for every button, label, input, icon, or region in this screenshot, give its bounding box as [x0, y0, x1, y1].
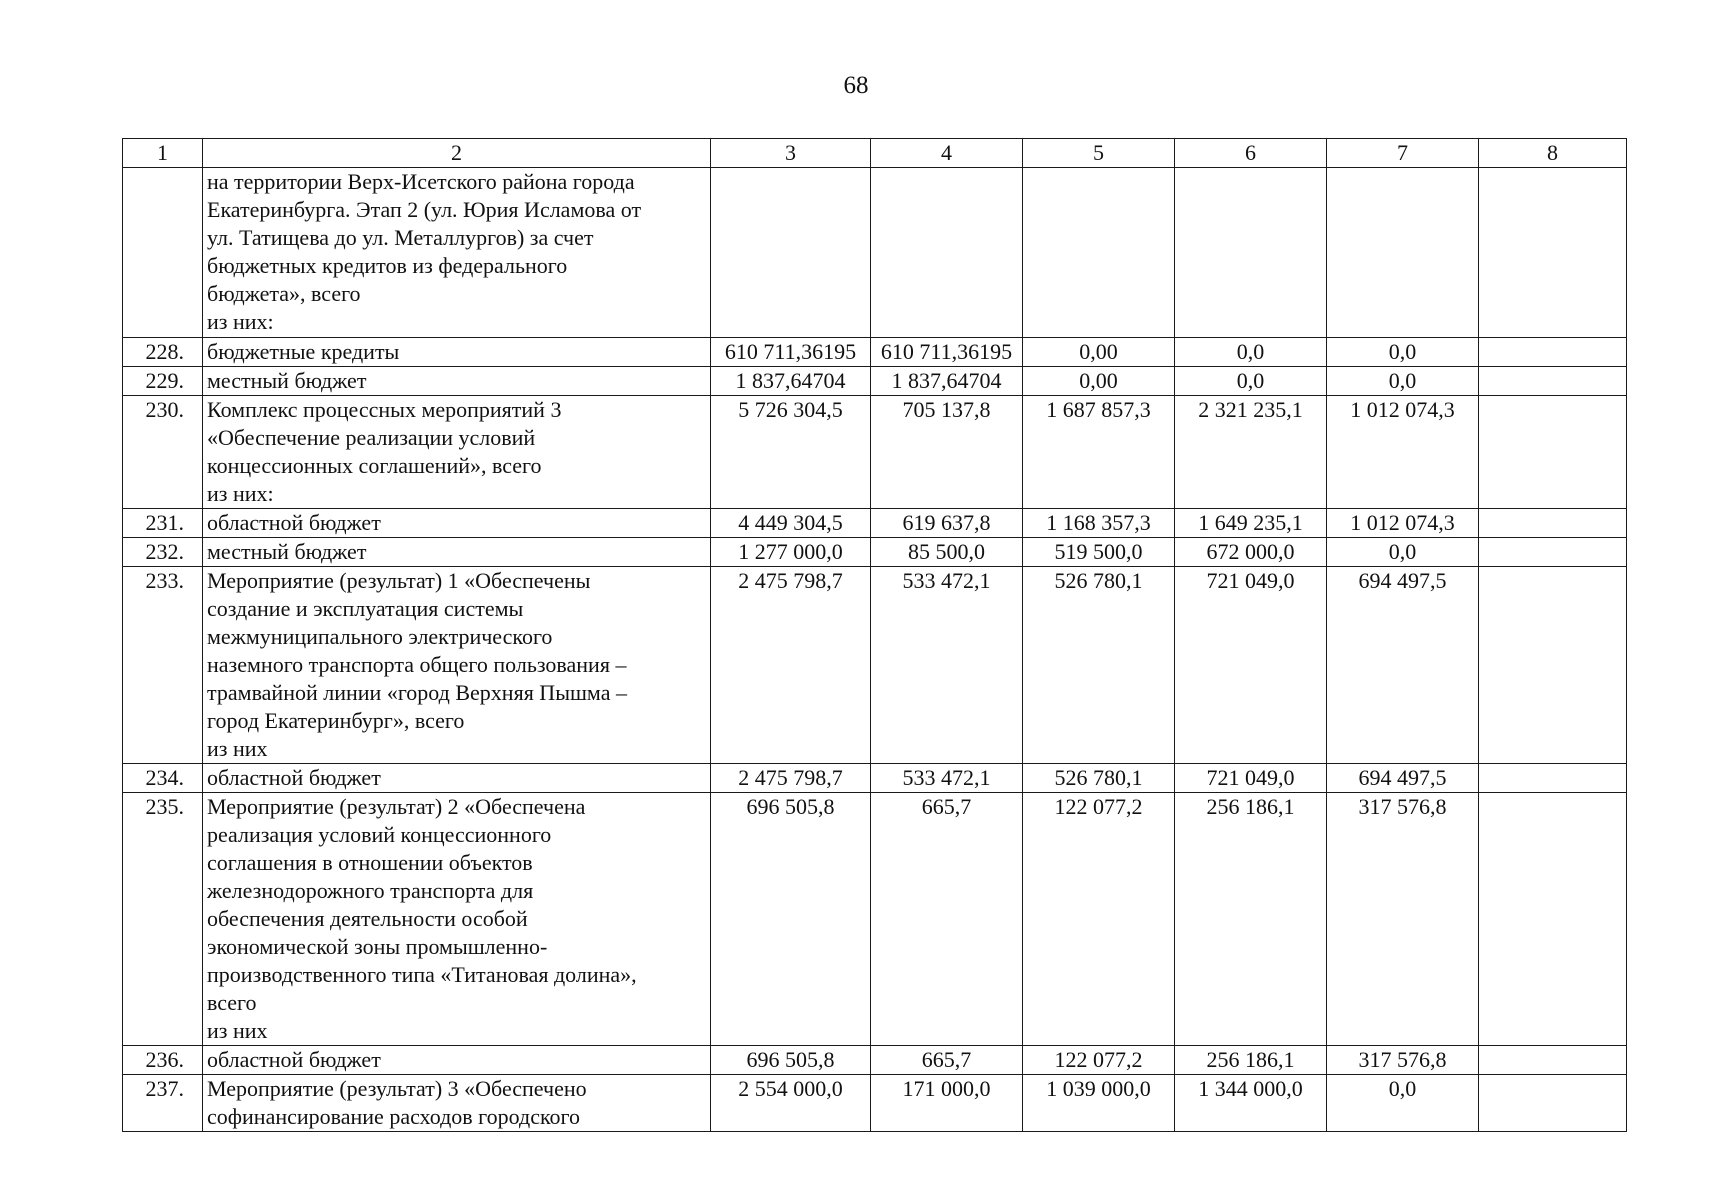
- budget-table: [122, 138, 1627, 1132]
- header-cell: 8: [1479, 139, 1627, 168]
- value-col-7: [1327, 168, 1479, 338]
- value-col-8: [1479, 764, 1627, 793]
- value-col-7: 0,0: [1327, 367, 1479, 396]
- row-description: местный бюджет: [203, 367, 711, 396]
- value-col-8: [1479, 509, 1627, 538]
- value-col-4: 619 637,8: [871, 509, 1023, 538]
- value-col-4: 533 472,1: [871, 567, 1023, 764]
- table-row: [123, 367, 1627, 396]
- value-col-6: 256 186,1: [1175, 1046, 1327, 1075]
- value-col-6: 2 321 235,1: [1175, 396, 1327, 509]
- table-row: [123, 1046, 1627, 1075]
- header-cell: 5: [1023, 139, 1175, 168]
- value-col-4: 665,7: [871, 793, 1023, 1046]
- value-col-6: [1175, 168, 1327, 338]
- row-number: 232.: [123, 538, 203, 567]
- row-number: 236.: [123, 1046, 203, 1075]
- value-col-7: 0,0: [1327, 538, 1479, 567]
- table-row: [123, 1075, 1627, 1132]
- value-col-4: 85 500,0: [871, 538, 1023, 567]
- value-col-8: [1479, 1046, 1627, 1075]
- row-number: 233.: [123, 567, 203, 764]
- value-col-7: 694 497,5: [1327, 764, 1479, 793]
- row-number: 231.: [123, 509, 203, 538]
- value-col-6: 256 186,1: [1175, 793, 1327, 1046]
- page-number: 68: [843, 72, 869, 99]
- value-col-6: 721 049,0: [1175, 764, 1327, 793]
- value-col-5: 0,00: [1023, 367, 1175, 396]
- value-col-4: 533 472,1: [871, 764, 1023, 793]
- row-description: бюджетные кредиты: [203, 338, 711, 367]
- value-col-8: [1479, 367, 1627, 396]
- value-col-4: 705 137,8: [871, 396, 1023, 509]
- row-description: областной бюджет: [203, 1046, 711, 1075]
- row-description: областной бюджет: [203, 509, 711, 538]
- row-description: местный бюджет: [203, 538, 711, 567]
- value-col-6: 1 649 235,1: [1175, 509, 1327, 538]
- header-row: [123, 139, 1627, 168]
- value-col-8: [1479, 1075, 1627, 1132]
- row-number: 234.: [123, 764, 203, 793]
- header-cell: 1: [123, 139, 203, 168]
- table-row: [123, 538, 1627, 567]
- value-col-3: 696 505,8: [711, 1046, 871, 1075]
- value-col-8: [1479, 338, 1627, 367]
- value-col-8: [1479, 168, 1627, 338]
- value-col-6: 0,0: [1175, 338, 1327, 367]
- value-col-4: [871, 168, 1023, 338]
- value-col-5: 526 780,1: [1023, 567, 1175, 764]
- row-description: Комплекс процессных мероприятий 3 «Обеспечение реализации условий концессионных соглашений», всего из них:: [203, 396, 711, 509]
- table-row: [123, 509, 1627, 538]
- value-col-8: [1479, 793, 1627, 1046]
- value-col-7: 0,0: [1327, 338, 1479, 367]
- value-col-3: 610 711,36195: [711, 338, 871, 367]
- table-row: [123, 338, 1627, 367]
- value-col-3: 696 505,8: [711, 793, 871, 1046]
- value-col-5: 122 077,2: [1023, 793, 1175, 1046]
- row-description: Мероприятие (результат) 2 «Обеспечена реализация условий концессионного соглашения в отношении объектов железнодорожного транспорта для обеспечения деятельности особой экономической зоны промышленно- производственного типа «Титановая долина», всего из них: [203, 793, 711, 1046]
- row-number: 230.: [123, 396, 203, 509]
- header-cell: 7: [1327, 139, 1479, 168]
- value-col-3: [711, 168, 871, 338]
- table-row: [123, 396, 1627, 509]
- value-col-3: 4 449 304,5: [711, 509, 871, 538]
- value-col-7: 694 497,5: [1327, 567, 1479, 764]
- row-description: областной бюджет: [203, 764, 711, 793]
- row-number: 228.: [123, 338, 203, 367]
- value-col-5: 1 039 000,0: [1023, 1075, 1175, 1132]
- value-col-5: 122 077,2: [1023, 1046, 1175, 1075]
- value-col-7: 317 576,8: [1327, 1046, 1479, 1075]
- row-number: 235.: [123, 793, 203, 1046]
- value-col-5: 519 500,0: [1023, 538, 1175, 567]
- value-col-7: 0,0: [1327, 1075, 1479, 1132]
- row-description: Мероприятие (результат) 1 «Обеспечены создание и эксплуатация системы межмуниципального электрического наземного транспорта общего пользования – трамвайной линии «город Верхняя Пышма – город Екатеринбург», всего из них: [203, 567, 711, 764]
- value-col-6: 672 000,0: [1175, 538, 1327, 567]
- value-col-8: [1479, 538, 1627, 567]
- value-col-3: 5 726 304,5: [711, 396, 871, 509]
- value-col-3: 2 554 000,0: [711, 1075, 871, 1132]
- value-col-4: 171 000,0: [871, 1075, 1023, 1132]
- value-col-5: 0,00: [1023, 338, 1175, 367]
- value-col-7: 1 012 074,3: [1327, 396, 1479, 509]
- table-row: [123, 168, 1627, 338]
- value-col-4: 610 711,36195: [871, 338, 1023, 367]
- value-col-6: 721 049,0: [1175, 567, 1327, 764]
- value-col-5: 1 168 357,3: [1023, 509, 1175, 538]
- value-col-4: 665,7: [871, 1046, 1023, 1075]
- header-cell: 3: [711, 139, 871, 168]
- header-cell: 6: [1175, 139, 1327, 168]
- value-col-4: 1 837,64704: [871, 367, 1023, 396]
- row-number: 229.: [123, 367, 203, 396]
- value-col-8: [1479, 396, 1627, 509]
- row-description: Мероприятие (результат) 3 «Обеспечено софинансирование расходов городского: [203, 1075, 711, 1132]
- row-number: [123, 168, 203, 338]
- value-col-3: 2 475 798,7: [711, 567, 871, 764]
- table-row: [123, 793, 1627, 1046]
- row-description: на территории Верх-Исетского района города Екатеринбурга. Этап 2 (ул. Юрия Исламова от ул. Татищева до ул. Металлургов) за счет бюджетных кредитов из федерального бюджета», всего из них:: [203, 168, 711, 338]
- value-col-5: 1 687 857,3: [1023, 396, 1175, 509]
- value-col-5: 526 780,1: [1023, 764, 1175, 793]
- value-col-7: 317 576,8: [1327, 793, 1479, 1046]
- value-col-7: 1 012 074,3: [1327, 509, 1479, 538]
- value-col-3: 2 475 798,7: [711, 764, 871, 793]
- value-col-5: [1023, 168, 1175, 338]
- header-cell: 4: [871, 139, 1023, 168]
- table-row: [123, 764, 1627, 793]
- table-row: [123, 567, 1627, 764]
- header-cell: 2: [203, 139, 711, 168]
- row-number: 237.: [123, 1075, 203, 1132]
- value-col-3: 1 837,64704: [711, 367, 871, 396]
- value-col-3: 1 277 000,0: [711, 538, 871, 567]
- value-col-6: 1 344 000,0: [1175, 1075, 1327, 1132]
- value-col-6: 0,0: [1175, 367, 1327, 396]
- value-col-8: [1479, 567, 1627, 764]
